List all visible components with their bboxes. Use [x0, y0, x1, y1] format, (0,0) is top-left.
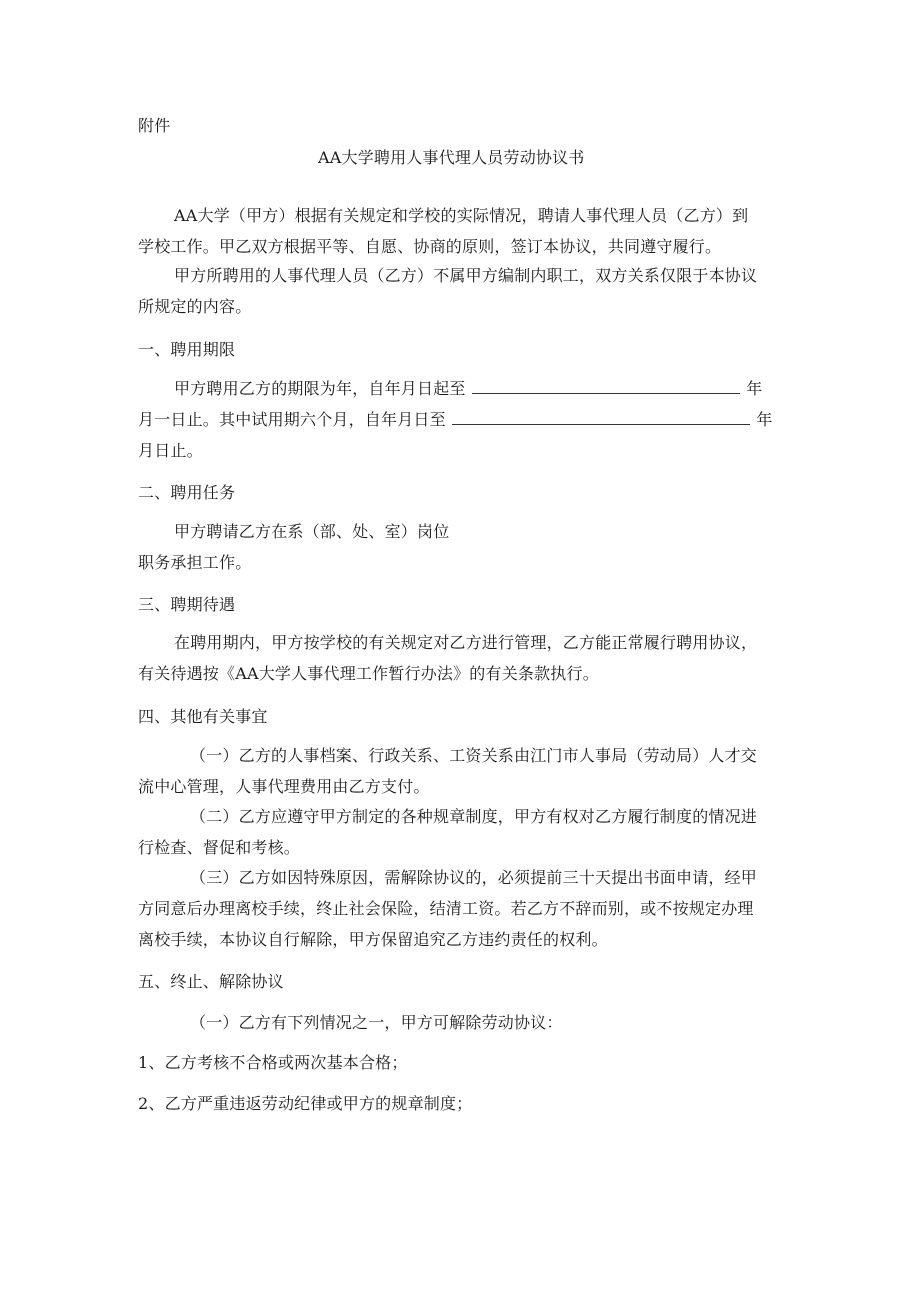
section-4-item-3-line-2: 方同意后办理离校手续，终止社会保险，结清工资。若乙方不辞而别，或不按规定办理	[138, 899, 754, 918]
section-1-line-3: 月日止。	[138, 441, 203, 460]
term-end-date-blank[interactable]	[472, 379, 740, 394]
section-4-heading: 四、其他有关事宜	[138, 707, 268, 726]
section-5-sub-1: （一）乙方有下列情况之一，甲方可解除劳动协议：	[190, 1013, 563, 1032]
section-4-item-3-line-3: 离校手续，本协议自行解除，甲方保留追究乙方违约责任的权利。	[138, 930, 608, 949]
section-1-line-2	[138, 410, 773, 430]
section-5-heading: 五、终止、解除协议	[138, 972, 284, 991]
probation-text: 月一日止。其中试用期六个月，自年月日至	[138, 410, 446, 429]
section-4-item-2-line-1: （二）乙方应遵守甲方制定的各种规章制度，甲方有权对乙方履行制度的情况进	[190, 807, 758, 826]
section-1-line-1	[174, 379, 762, 399]
section-4-item-1-line-2: 流中心管理，人事代理费用由乙方支付。	[138, 777, 430, 796]
section-2-line-2: 职务承担工作。	[138, 553, 252, 572]
intro-paragraph-2-line-1: 甲方所聘用的人事代理人员（乙方）不属甲方编制内职工，双方关系仅限于本协议	[174, 266, 758, 285]
section-4-item-2-line-2: 行检查、督促和考核。	[138, 838, 301, 857]
section-5-item-2: 2、乙方严重违返劳动纪律或甲方的规章制度；	[138, 1094, 473, 1113]
intro-paragraph-1-line-1: AA大学（甲方）根据有关规定和学校的实际情况，聘请人事代理人员（乙方）到	[174, 206, 749, 225]
document-title: AA大学聘用人事代理人员劳动协议书	[318, 148, 585, 167]
section-4-item-3-line-1: （三）乙方如因特殊原因，需解除协议的，必须提前三十天提出书面申请，经甲	[190, 868, 758, 887]
year-suffix: 年	[746, 379, 763, 398]
section-1-heading: 一、聘用期限	[138, 340, 236, 359]
section-4-item-1-line-1: （一）乙方的人事档案、行政关系、工资关系由江门市人事局（劳动局）人才交	[190, 746, 758, 765]
attachment-label: 附件	[138, 116, 171, 135]
section-2-line-1: 甲方聘请乙方在系（部、处、室）岗位	[174, 522, 450, 541]
intro-paragraph-1-line-2: 学校工作。甲乙双方根据平等、自愿、协商的原则，签订本协议，共同遵守履行。	[138, 237, 722, 256]
year-suffix: 年	[756, 410, 773, 429]
section-5-item-1: 1、乙方考核不合格或两次基本合格；	[138, 1053, 408, 1072]
probation-end-date-blank[interactable]	[452, 410, 750, 425]
intro-paragraph-2-line-2: 所规定的内容。	[138, 297, 252, 316]
section-2-heading: 二、聘用任务	[138, 483, 236, 502]
section-3-line-2: 有关待遇按《AA大学人事代理工作暂行办法》的有关条款执行。	[138, 664, 599, 683]
term-text: 甲方聘用乙方的期限为年，自年月日起至	[174, 379, 466, 398]
section-3-line-1: 在聘用期内，甲方按学校的有关规定对乙方进行管理，乙方能正常履行聘用协议，	[174, 633, 758, 652]
section-3-heading: 三、聘期待遇	[138, 595, 236, 614]
